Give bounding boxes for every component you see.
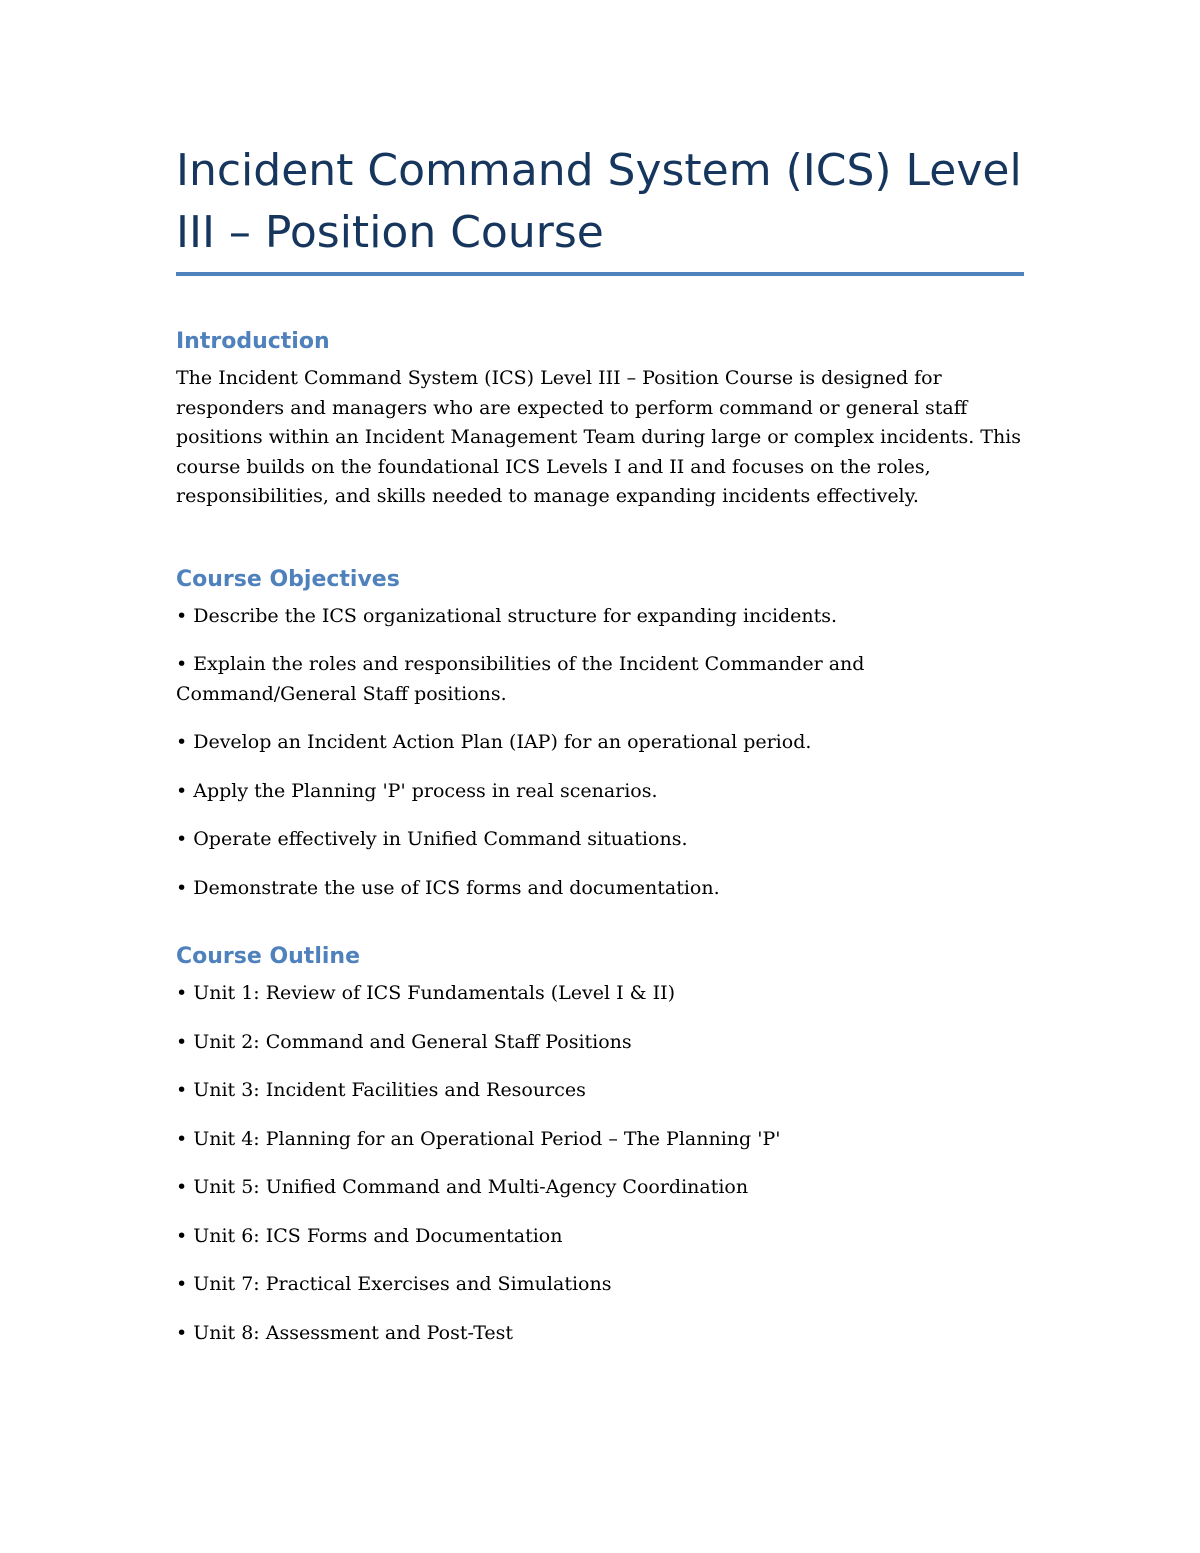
list-item bbox=[176, 1222, 1024, 1252]
section-course-objectives bbox=[176, 564, 1024, 904]
outline-unit-text: Unit 1: Review of ICS Fundamentals (Level I & II) bbox=[193, 982, 676, 1004]
bullet-icon: • bbox=[176, 653, 188, 675]
outline-heading: Course Outline bbox=[176, 944, 360, 969]
objective-text: Apply the Planning 'P' process in real scenarios. bbox=[193, 779, 658, 802]
objectives-heading: Course Objectives bbox=[176, 566, 400, 592]
bullet-icon: • bbox=[176, 779, 188, 802]
bullet-icon: • bbox=[176, 1321, 188, 1344]
outline-unit-text: Unit 4: Planning for an Operational Period – The Planning 'P' bbox=[193, 1127, 781, 1150]
bullet-icon: • bbox=[176, 1273, 188, 1295]
list-item bbox=[176, 1319, 1024, 1349]
list-item bbox=[176, 602, 1024, 632]
outline-unit-text: Unit 2: Command and General Staff Positions bbox=[193, 1030, 632, 1053]
objective-text: Demonstrate the use of ICS forms and documentation. bbox=[193, 876, 720, 899]
bullet-icon: • bbox=[176, 731, 188, 753]
outline-unit-text: Unit 7: Practical Exercises and Simulations bbox=[193, 1273, 612, 1295]
list-item bbox=[176, 874, 1024, 904]
list-item bbox=[176, 825, 1024, 855]
list-item bbox=[176, 650, 1024, 709]
list-item bbox=[176, 1028, 1024, 1058]
outline-unit-text: Unit 5: Unified Command and Multi-Agency Coordination bbox=[193, 1176, 749, 1198]
objective-text: Develop an Incident Action Plan (IAP) for an operational period. bbox=[193, 731, 812, 753]
list-item bbox=[176, 979, 1024, 1009]
bullet-icon: • bbox=[176, 604, 188, 627]
objective-text: Explain the roles and responsibilities of the Incident Commander and Command/General Staff positions. bbox=[176, 653, 865, 705]
list-item bbox=[176, 1173, 1024, 1203]
title-underline-rule bbox=[176, 272, 1024, 276]
bullet-icon: • bbox=[176, 982, 188, 1004]
bullet-icon: • bbox=[176, 1127, 188, 1150]
outline-unit-text: Unit 8: Assessment and Post-Test bbox=[193, 1321, 514, 1344]
bullet-icon: • bbox=[176, 876, 188, 899]
bullet-icon: • bbox=[176, 828, 188, 850]
list-item bbox=[176, 777, 1024, 807]
outline-unit-text: Unit 6: ICS Forms and Documentation bbox=[193, 1224, 563, 1247]
bullet-icon: • bbox=[176, 1224, 188, 1247]
introduction-paragraph: The Incident Command System (ICS) Level III – Position Course is designed for responders and managers who are expected to perform command or general staff positions within an Incident Management Team during large or complex incidents. This course builds on the foundational ICS Levels I and II and focuses on the roles, responsibilities, and skills needed to manage expanding incidents effectively. bbox=[176, 367, 1022, 507]
list-item bbox=[176, 1270, 1024, 1300]
bullet-icon: • bbox=[176, 1030, 188, 1053]
bullet-icon: • bbox=[176, 1176, 188, 1198]
section-course-outline bbox=[176, 941, 1024, 1348]
outline-list bbox=[176, 979, 1024, 1348]
introduction-heading: Introduction bbox=[176, 329, 330, 354]
document-title: Incident Command System (ICS) Level III – Position Course bbox=[176, 145, 1022, 258]
document-page bbox=[176, 140, 1024, 1367]
list-item bbox=[176, 728, 1024, 758]
bullet-icon: • bbox=[176, 1079, 188, 1101]
list-item bbox=[176, 1125, 1024, 1155]
section-introduction bbox=[176, 326, 1024, 512]
list-item bbox=[176, 1076, 1024, 1106]
objective-text: Operate effectively in Unified Command situations. bbox=[193, 828, 688, 850]
outline-unit-text: Unit 3: Incident Facilities and Resources bbox=[193, 1079, 586, 1101]
objectives-list bbox=[176, 602, 1024, 904]
objective-text: Describe the ICS organizational structure for expanding incidents. bbox=[193, 604, 838, 627]
